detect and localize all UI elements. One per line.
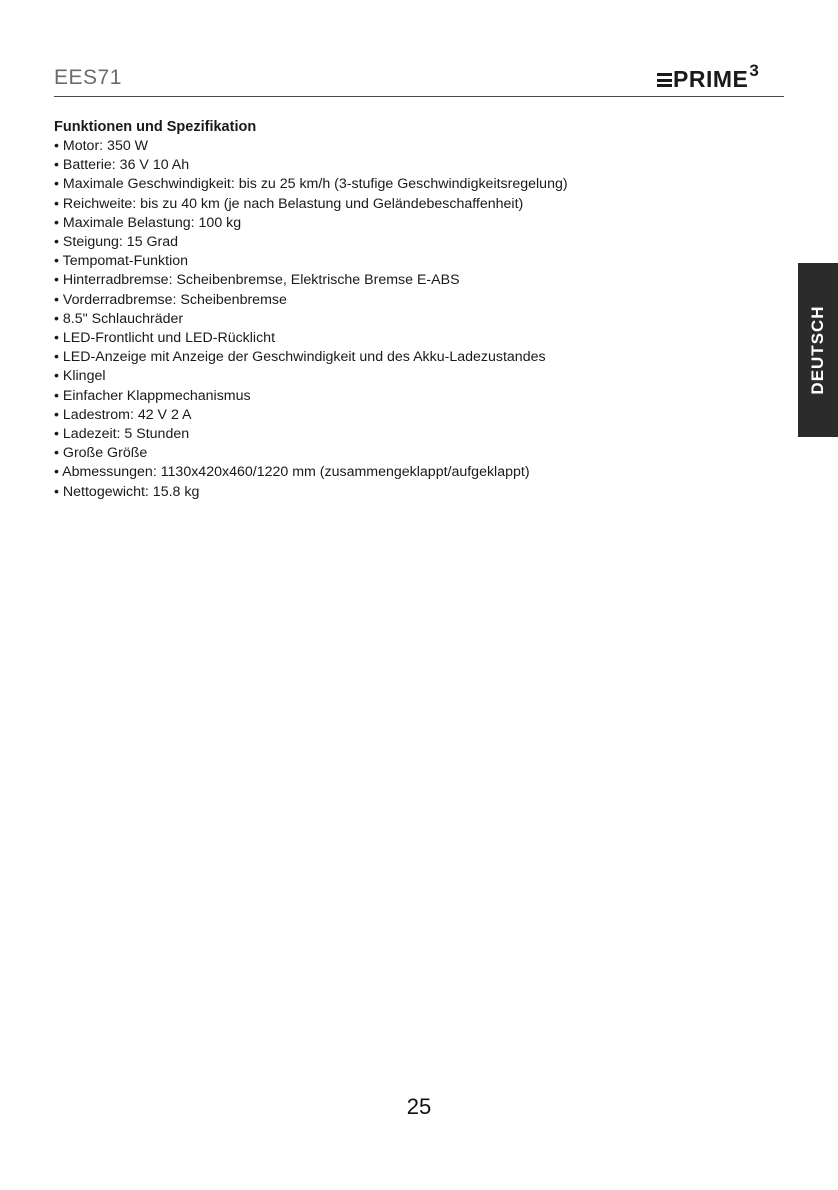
logo-bars-icon (657, 73, 672, 87)
brand-logo (657, 61, 759, 92)
list-item: • Ladezeit: 5 Stunden (54, 426, 190, 443)
list-item: • Hinterradbremse: Scheibenbremse, Elektrische Bremse E-ABS (54, 272, 460, 289)
page-number: 25 (406, 1094, 432, 1119)
list-item: • 8.5" Schlauchräder (54, 310, 184, 327)
list-item: • Steigung: 15 Grad (54, 234, 179, 251)
header-divider (54, 96, 784, 97)
list-item: • Ladestrom: 42 V 2 A (54, 406, 192, 423)
list-item: • LED-Anzeige mit Anzeige der Geschwindigkeit und des Akku-Ladezustandes (54, 349, 546, 366)
model-name: EES71 (54, 66, 122, 89)
logo-text: PRIME (673, 66, 749, 92)
list-item: • Abmessungen: 1130x420x460/1220 mm (zusammengeklappt/aufgeklappt) (54, 464, 530, 481)
language-tab (798, 263, 838, 437)
logo-superscript: 3 (749, 61, 759, 80)
list-item: • Motor: 350 W (54, 138, 149, 154)
list-item: • Große Größe (54, 445, 148, 462)
section-title: Funktionen und Spezifikation (54, 119, 257, 135)
spec-list (54, 137, 568, 502)
language-tab-label: DEUTSCH (808, 305, 827, 395)
list-item: • Maximale Belastung: 100 kg (54, 214, 242, 231)
list-item: • Batterie: 36 V 10 Ah (54, 157, 190, 174)
list-item: • Vorderradbremse: Scheibenbremse (54, 291, 287, 308)
list-item: • Reichweite: bis zu 40 km (je nach Belastung und Geländebeschaffenheit) (54, 195, 524, 212)
list-item: • Maximale Geschwindigkeit: bis zu 25 km/h (3-stufige Geschwindigkeitsregelung) (54, 176, 568, 193)
list-item: • Tempomat-Funktion (54, 253, 189, 270)
list-item: • Einfacher Klappmechanismus (54, 387, 251, 404)
list-item: • Klingel (54, 368, 106, 385)
list-item: • LED-Frontlicht und LED-Rücklicht (54, 330, 276, 347)
list-item: • Nettogewicht: 15.8 kg (54, 483, 200, 500)
